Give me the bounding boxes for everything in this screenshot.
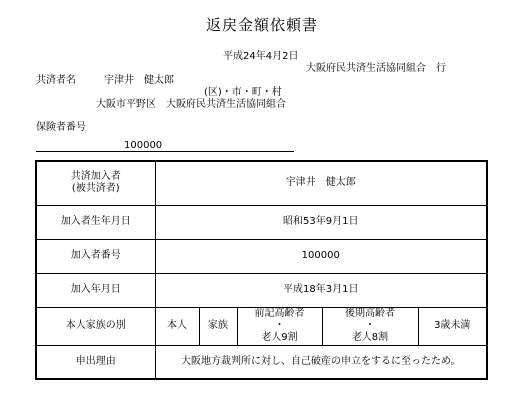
table-row-reason	[36, 345, 487, 379]
table-row-join-date	[36, 273, 487, 307]
option-late-elderly	[322, 307, 418, 345]
birthdate-label: 加入者生年月日	[36, 205, 155, 239]
member-number-value: 100000	[155, 239, 487, 273]
member-label-line1: 共済加入者	[70, 171, 121, 183]
member-value-cell: 宇津井 健太郎	[155, 161, 487, 205]
table-row-member	[36, 161, 487, 205]
option-early-elderly-line3: 老人9割	[261, 332, 298, 343]
request-form-table	[35, 160, 488, 380]
kyosai-label: 共済者名	[36, 75, 76, 86]
option-self: 本人	[155, 307, 199, 345]
option-late-elderly-line1: 後期高齢者	[345, 308, 395, 319]
option-early-elderly	[237, 307, 322, 345]
destination: 大阪府民共済生活協同組合 行	[306, 63, 446, 74]
birthdate-value: 昭和53年9月1日	[155, 205, 487, 239]
table-row-member-number	[36, 239, 487, 273]
option-under-three: 3歳未満	[418, 307, 487, 345]
option-late-elderly-line2: ・	[365, 320, 375, 331]
reason-label: 申出理由	[36, 345, 155, 379]
member-label-cell	[36, 161, 155, 205]
insurer-underline	[36, 151, 294, 152]
document-title: 返戻金額依頼書	[205, 16, 318, 34]
option-early-elderly-line2: ・	[274, 320, 285, 331]
address-line: 大阪市平野区 大阪府民共済生活協同組合	[96, 99, 286, 110]
member-label-line2: (被共済者)	[71, 183, 120, 195]
member-name: 宇津井 健太郎	[104, 75, 174, 86]
option-family: 家族	[199, 307, 237, 345]
option-early-elderly-line1: 前記高齢者	[254, 308, 305, 319]
join-date-value: 平成18年3月1日	[155, 273, 487, 307]
family-type-label: 本人家族の別	[36, 307, 155, 345]
member-number-label: 加入者番号	[36, 239, 155, 273]
table-row-birthdate	[36, 205, 487, 239]
ward-line: (区)・市・町・村	[204, 87, 282, 98]
insurer-number: 100000	[124, 140, 163, 151]
insurer-label: 保険者番号	[36, 122, 86, 133]
join-date-label: 加入年月日	[36, 273, 155, 307]
reason-value: 大阪地方裁判所に対し、自己破産の申立をするに至ったため。	[155, 345, 487, 379]
option-late-elderly-line3: 老人8割	[351, 332, 389, 343]
table-row-family-type	[36, 307, 487, 345]
request-date: 平成24年4月2日	[223, 51, 299, 62]
